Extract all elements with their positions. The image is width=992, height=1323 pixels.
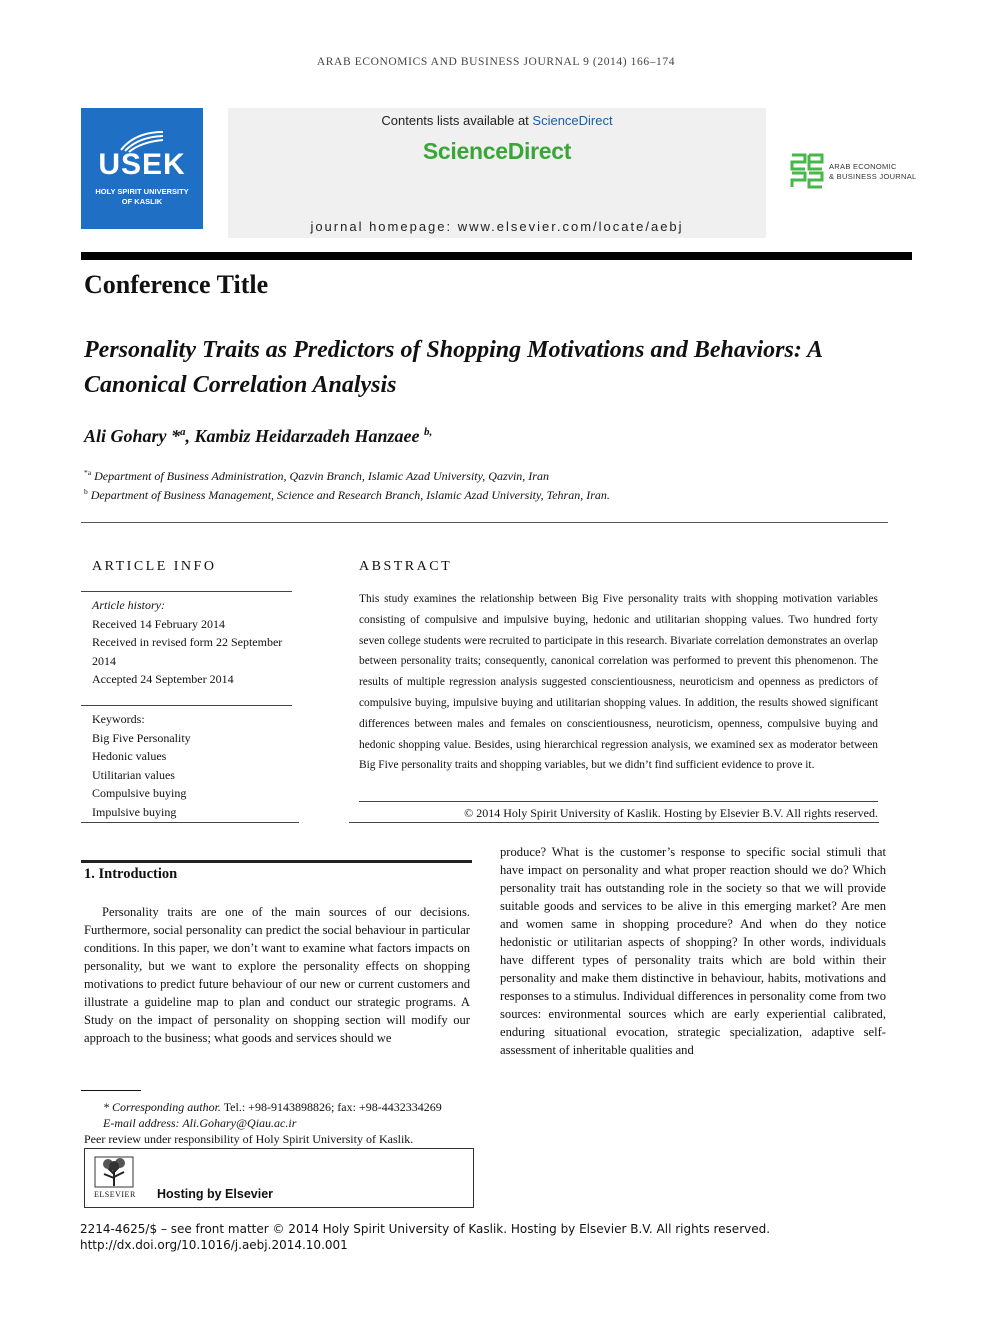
affiliation-a: $^{*a}$ Department of Business Administration, Qazvin Branch, Islamic Azad University, Qazvin, Iran xyxy=(84,468,549,483)
aebj-logo-icon xyxy=(790,153,824,189)
hosting-by-elsevier: Hosting by Elsevier xyxy=(157,1187,274,1201)
usek-logo xyxy=(81,108,203,229)
issn-line: 2214-4625/$ – see front matter © 2014 Holy Spirit University of Kaslik. Hosting by Elsevier B.V. All rights reserved. xyxy=(80,1222,771,1236)
sciencedirect-logo[interactable]: ScienceDirect xyxy=(422,138,572,164)
email-link[interactable]: Ali.Gohary@Qiau.ac.ir xyxy=(182,1116,297,1130)
article-info-rule xyxy=(81,591,292,592)
abstract-rule xyxy=(359,801,878,802)
intro-right-column: produce? What is the customer’s response to specific social stimuli that have impact on personality and what proper reaction should we do? Which personality trait has outstanding role in the society so that we will provide suitable goods and services to be alive in this emerging market? Are men and women same in shopping procedure? And when do they notice hedonistic or utilitarian aspects of shopping? In other words, individuals have different types of personality traits which are bold within their personality and make them distinctive in behaviour, habits, motivations and responses to a stimulus. Individual differences in personality come from two sources: environmental sources which are early experiential calibrated, enduring situational evocation, strategic specialization, adaptive self-assessment of inheritable qualities and xyxy=(500,845,886,1057)
usek-subtitle: HOLY SPIRIT UNIVERSITY OF KASLIK xyxy=(95,187,189,206)
abstract-heading: ABSTRACT xyxy=(359,559,453,574)
elsevier-hosting-box xyxy=(84,1148,474,1208)
paper-title: Personality Traits as Predictors of Shopping Motivations and Behaviors: A Canonical Correlation Analysis xyxy=(84,337,823,398)
footnote-rule xyxy=(81,1090,141,1091)
keyword-item: Compulsive buying xyxy=(92,786,187,800)
article-info-bottom-rule xyxy=(81,822,299,823)
keyword-item: Impulsive buying xyxy=(92,804,177,819)
keyword-item: Big Five Personality xyxy=(92,730,191,745)
sciencedirect-link[interactable]: ScienceDirect xyxy=(532,113,613,128)
header-rule xyxy=(81,252,912,260)
intro-rule xyxy=(81,860,472,863)
intro-left-column: Personality traits are one of the main sources of our decisions. Furthermore, social personality can predict the social behaviour in particular conditions. In this paper, we don’t want to examine what factors impacts on personality, but we want to explore the personality effects on shopping motivations to predict future behaviour of our new or current customers and illustrate a guideline map to plan and conduct our strategic programs. A Study on the impact of personality on shopping section will modify our approach to the business; what goods and services should we xyxy=(84,905,470,1045)
elsevier-tree-icon xyxy=(94,1156,134,1188)
author-list: Ali Gohary *$^a$, Kambiz Heidarzadeh Hanzaee $^{b,}$ xyxy=(84,426,433,446)
contents-line: Contents lists available at ScienceDirect xyxy=(381,113,613,128)
elsevier-wordmark: ELSEVIER xyxy=(94,1190,136,1199)
section-heading-introduction: 1. Introduction xyxy=(84,866,178,882)
article-info-heading: ARTICLE INFO xyxy=(92,559,217,574)
email-note: E-mail address: Ali.Gohary@Qiau.ac.ir xyxy=(103,1116,297,1130)
sciencedirect-banner xyxy=(228,108,766,238)
corresponding-author-note: * Corresponding author. Tel.: +98-9143898826; fax: +98-4432334269 xyxy=(103,1100,442,1114)
keywords-list: Keywords: Big Five Personality Hedonic values Utilitarian values Compulsive buying Impulsive buying xyxy=(92,710,292,821)
abstract-copyright: © 2014 Holy Spirit University of Kaslik. Hosting by Elsevier B.V. All rights reserved. xyxy=(464,806,878,820)
article-history: Article history: Received 14 February 2014 Received in revised form 22 September 2014 Accepted 24 September 2014 xyxy=(92,598,283,686)
abstract-text: This study examines the relationship between Big Five personality traits with shopping motivation variables consisting of compulsive and impulsive buying, hedonic and utilitarian shopping values. Two hundred forty seven college students were recruited to participate in this research. Bivariate correlation demonstrates an overlap between personality traits; consequently, canonical correlation was performed to prevent this phenomenon. The results of multiple regression analysis suggested conscientiousness, neuroticism and openness as predictors of compulsive buying, impulsive buying and utilitarian shopping values. In addition, the results showed significant differences between males and females on conscientiousness, neuroticism, openness, compulsive buying and hedonic shopping value. Besides, using hierarchical regression analysis, we examined sex as moderator between Big Five personality traits and shopping variables, but we didn’t find sufficient evidence to prove it. xyxy=(359,593,878,772)
doi-link[interactable]: http://dx.doi.org/10.1016/j.aebj.2014.10.001 xyxy=(80,1238,348,1252)
affiliation-b: $^b$ Department of Business Management, Science and Research Branch, Islamic Azad University, Tehran, Iran. xyxy=(84,487,610,502)
keywords-rule xyxy=(81,705,292,706)
affiliation-rule xyxy=(81,522,888,523)
aebj-wordmark: ARAB ECONOMIC & BUSINESS JOURNAL xyxy=(829,162,917,181)
conference-title: Conference Title xyxy=(84,270,269,299)
journal-running-header: ARAB ECONOMICS AND BUSINESS JOURNAL 9 (2014) 166–174 xyxy=(316,56,676,68)
keyword-item: Utilitarian values xyxy=(92,767,175,782)
peer-review-note: Peer review under responsibility of Holy Spirit University of Kaslik. xyxy=(84,1132,414,1146)
journal-homepage[interactable]: journal homepage: www.elsevier.com/locate/aebj xyxy=(310,219,684,234)
usek-wordmark: USEK xyxy=(98,148,186,181)
keyword-item: Hedonic values xyxy=(92,749,167,763)
abstract-bottom-rule xyxy=(349,822,879,823)
